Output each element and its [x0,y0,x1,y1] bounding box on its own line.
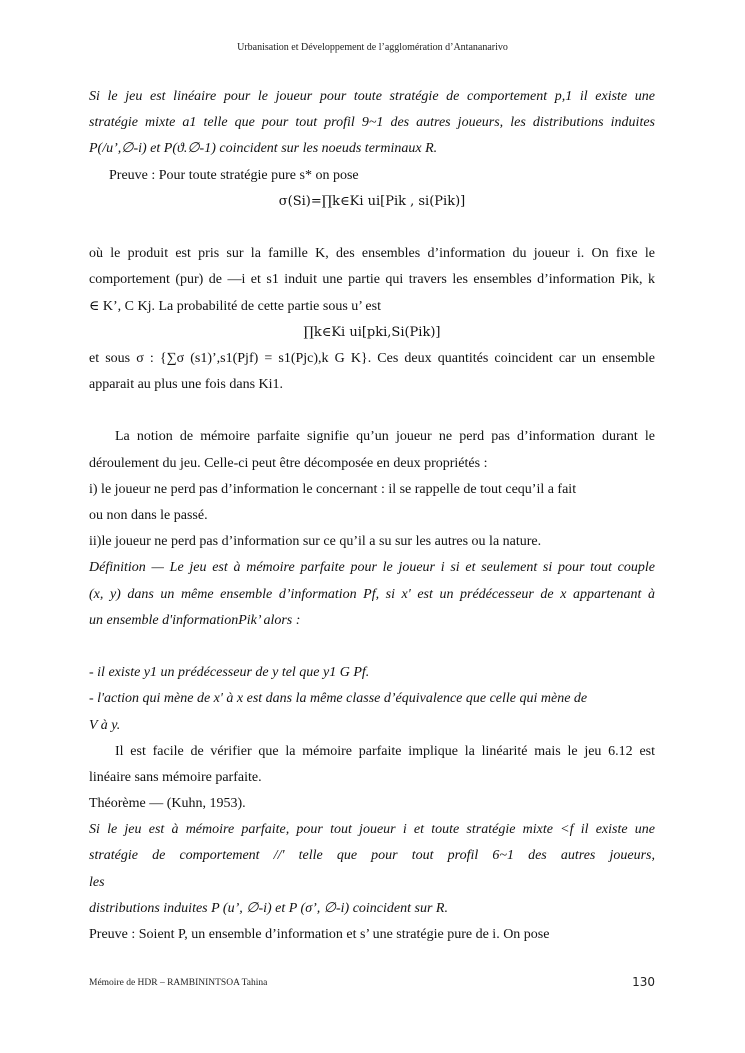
text-line: ou non dans le passé. [89,508,208,523]
text-line: ii)le joueur ne perd pas d’information sur ce qu’il a su sur les autres ou la nature. [89,534,542,550]
text-line: - il existe y1 un prédécesseur de y tel que y1 G Pf. [89,665,370,681]
text-line: et sous σ : {∑σ (s1)’,s1(Pjf) = s1(Pjc),k G K}. Ces deux quantités coincident car un ensemble [89,350,655,366]
text-line: les [89,874,105,890]
text-line: Preuve : Pour toute stratégie pure s* on pose [109,167,359,183]
text-line: stratégie de comportement //' telle que pour tout profil 6~1 des autres joueurs, [89,848,655,864]
text-line: déroulement du jeu. Celle-ci peut être décomposée en deux propriétés : [89,455,488,471]
text-line: stratégie mixte a1 telle que pour tout profil 9~1 des autres joueurs, les distributions induites [89,115,655,131]
text-line: un ensemble d'informationPik’ alors : [89,612,301,628]
text-line: Il est facile de vérifier que la mémoire parfaite implique la linéarité mais le jeu 6.12 est [115,743,655,759]
text-line: Preuve : Soient P, un ensemble d’information et s’ une stratégie pure de i. On pose [89,927,550,942]
text-line: où le produit est pris sur la famille K, des ensembles d’information du joueur i. On fixe le [89,246,655,262]
text-line: - l'action qui mène de x' à x est dans la même classe d’équivalence que celle qui mène de [89,691,588,707]
blank-line [89,398,655,424]
footer-author: Mémoire de HDR – RAMBININTSOA Tahina [89,978,268,988]
text-line: linéaire sans mémoire parfaite. [89,769,262,785]
text-line: ∏k∈Ki ui[pki,Si(Pik)] [303,324,441,340]
text-line: σ(Si)=∏k∈Ki ui[Pik , si(Pik)] [278,193,466,209]
page-number: 130 [632,975,655,989]
text-line: ∈ K’, C Kj. La probabilité de cette partie sous u’ est [89,298,381,314]
text-line: V à y. [89,717,121,733]
text-line: comportement (pur) de —i et s1 induit une partie qui travers les ensembles d’information Pik, k [89,272,655,288]
text-line: Si le jeu est linéaire pour le joueur pour toute stratégie de comportement p,1 il existe une [89,89,655,104]
blank-line [89,634,655,660]
text-line: distributions induites P (u’, ∅-i) et P (σ’, ∅-i) coincident sur R. [89,900,448,916]
text-line: apparait au plus une fois dans Ki1. [89,377,284,393]
page-body [89,84,655,948]
text-line: Si le jeu est à mémoire parfaite, pour tout joueur i et toute stratégie mixte <f il existe une [89,822,655,838]
text-line: La notion de mémoire parfaite signifie qu’un joueur ne perd pas d’information durant le [115,429,655,445]
text-line: (x, y) dans un même ensemble d’information Pf, si x' est un prédécesseur de x appartenant à [89,586,655,602]
text-line: P(/u’,∅-i) et P(ϑ.∅-1) coincident sur les noeuds terminaux R. [89,141,438,157]
text-line: Définition — Le jeu est à mémoire parfaite pour le joueur i si et seulement si pour tout couple [89,560,655,576]
running-header: Urbanisation et Développement de l’agglomération d’Antananarivo [237,42,508,53]
text-line: i) le joueur ne perd pas d’information le concernant : il se rappelle de tout cequ’il a fait [89,481,577,497]
blank-line [89,215,655,241]
page-footer [89,975,655,989]
text-line: Théorème — (Kuhn, 1953). [89,796,246,812]
